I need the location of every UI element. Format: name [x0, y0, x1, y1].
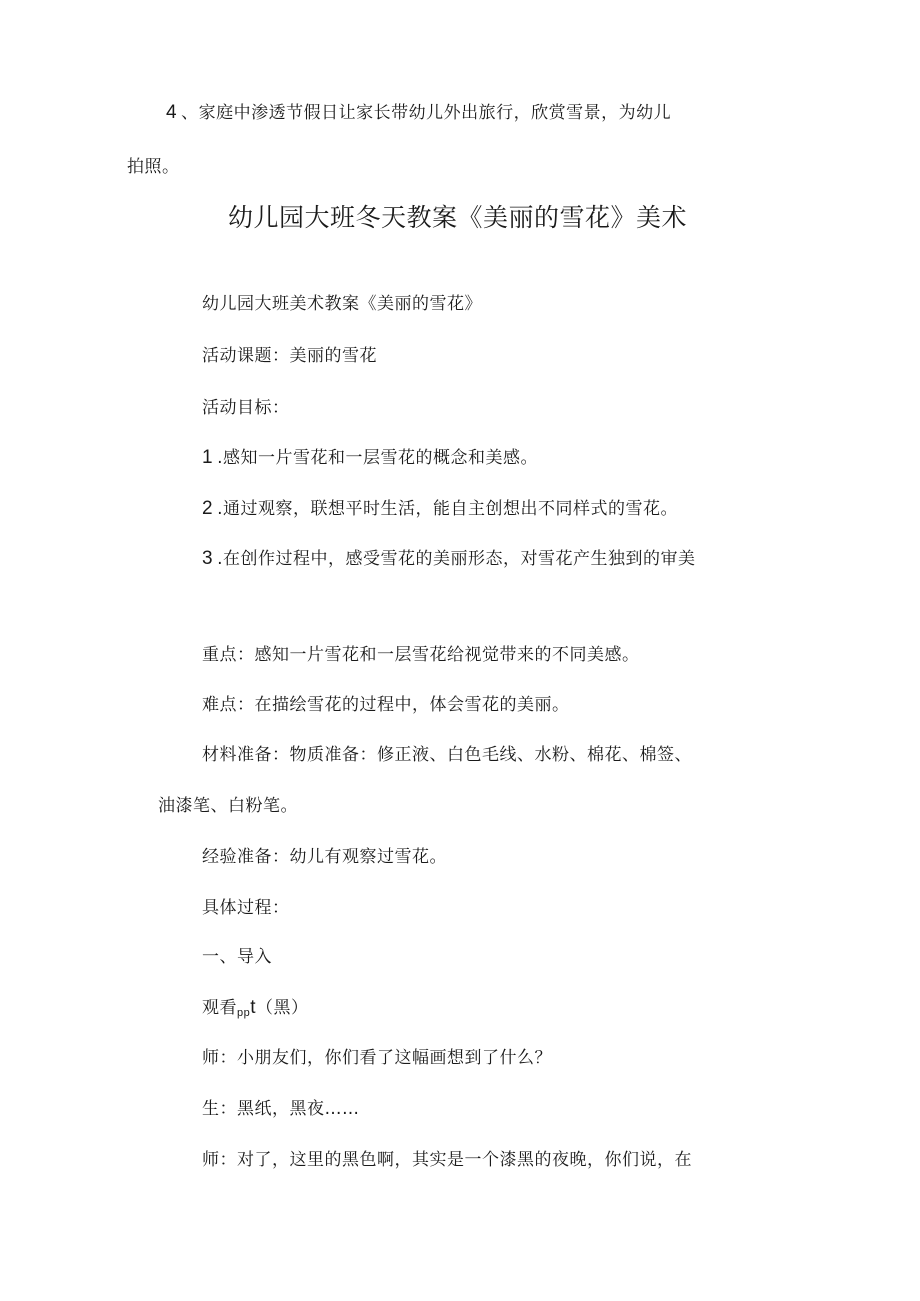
goal-text: .通过观察，联想平时生活，能自主创想出不同样式的雪花。 [217, 499, 678, 519]
goal-text: .在创作过程中，感受雪花的美丽形态，对雪花产生独到的审美 [217, 549, 696, 569]
dialog-line-3: 师：对了，这里的黑色啊，其实是一个漆黑的夜晚，你们说，在 [202, 1150, 692, 1170]
section-heading: 一、导入 [202, 947, 272, 967]
materials-line-2: 油漆笔、白粉笔。 [158, 796, 298, 816]
key-point: 重点：感知一片雪花和一层雪花给视觉带来的不同美感。 [202, 645, 640, 665]
watch-ppt-line [202, 996, 309, 1025]
goal-number: 3 [202, 548, 214, 569]
goal-item-3 [202, 547, 695, 571]
goal-number: 2 [202, 498, 214, 519]
intro-text: 、家庭中渗透节假日让家长带幼儿外出旅行，欣赏雪景，为幼儿 [181, 103, 672, 123]
watch-pp: pp [237, 1007, 251, 1019]
difficulty: 难点：在描绘雪花的过程中，体会雪花的美丽。 [202, 695, 570, 715]
intro-line-1 [166, 101, 671, 125]
watch-suffix: （黑） [256, 998, 309, 1018]
goals-label: 活动目标： [202, 398, 290, 418]
dialog-line-2: 生：黑纸，黑夜…… [202, 1099, 360, 1119]
watch-prefix: 观看 [202, 998, 237, 1018]
goal-number: 1 [202, 447, 214, 468]
process-label: 具体过程： [202, 898, 290, 918]
activity-topic: 活动课题：美丽的雪花 [202, 346, 377, 366]
goal-item-1 [202, 446, 538, 470]
lesson-subtitle: 幼儿园大班美术教案《美丽的雪花》 [202, 294, 482, 314]
intro-number: 4 [166, 102, 178, 123]
goal-item-2 [202, 497, 678, 521]
materials-line-1: 材料准备：物质准备：修正液、白色毛线、水粉、棉花、棉签、 [202, 745, 692, 765]
document-title: 幼儿园大班冬天教案《美丽的雪花》美术 [228, 203, 688, 232]
goal-text: .感知一片雪花和一层雪花的概念和美感。 [217, 448, 538, 468]
experience-prep: 经验准备：幼儿有观察过雪花。 [202, 847, 447, 867]
intro-line-2: 拍照。 [127, 157, 180, 177]
watch-t: t [250, 997, 257, 1018]
dialog-line-1: 师：小朋友们，你们看了这幅画想到了什么？ [202, 1048, 552, 1068]
